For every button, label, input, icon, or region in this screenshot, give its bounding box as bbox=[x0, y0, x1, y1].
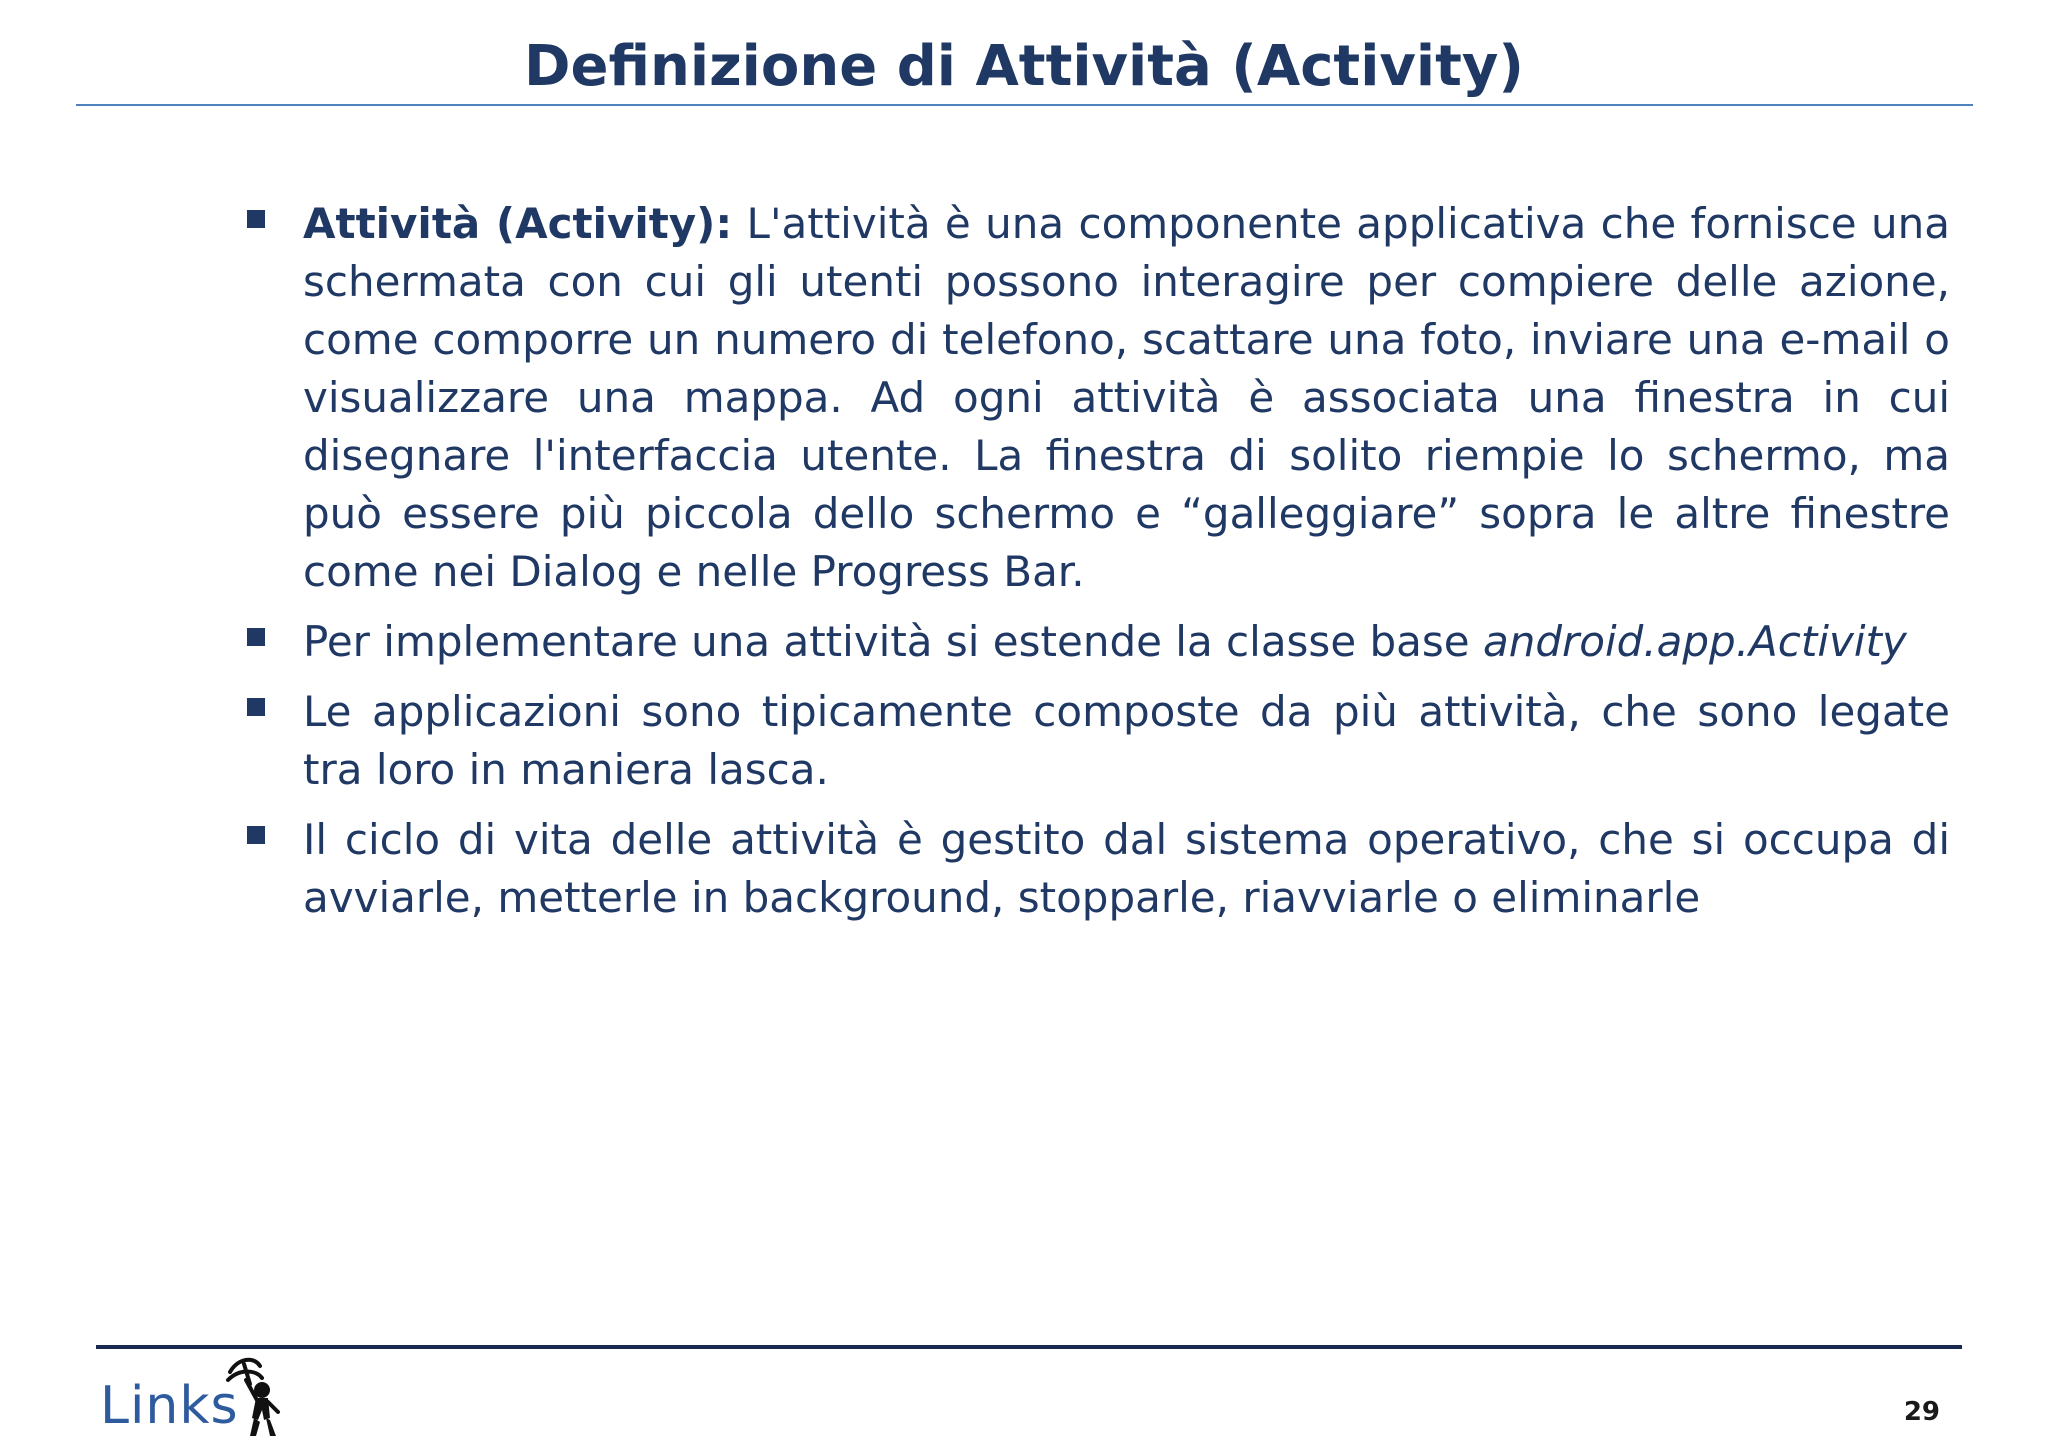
bullet-item-activity bbox=[240, 195, 1950, 601]
square-bullet-icon bbox=[247, 826, 265, 844]
term-label: Attività (Activity): bbox=[303, 199, 733, 248]
square-bullet-icon bbox=[247, 698, 265, 716]
logo-figure-icon bbox=[220, 1350, 290, 1440]
class-name: android.app.Activity bbox=[1482, 617, 1907, 666]
bullet-text: Il ciclo di vita delle attività è gestito dal sistema operativo, che si occupa di avviarle, metterle in background, stopparle, riavviarle o eliminarle bbox=[303, 815, 1950, 922]
logo-text: Links bbox=[100, 1376, 239, 1436]
bullet-item-composition bbox=[240, 683, 1950, 799]
bullet-item-implement bbox=[240, 613, 1950, 671]
page-number: 29 bbox=[1903, 1397, 1940, 1427]
bullet-list bbox=[240, 195, 1950, 939]
footer-divider bbox=[96, 1345, 1962, 1349]
links-logo bbox=[100, 1350, 300, 1440]
title-divider bbox=[76, 104, 1973, 106]
bullet-text: Le applicazioni sono tipicamente composte da più attività, che sono legate tra loro in maniera lasca. bbox=[303, 687, 1950, 794]
bullet-text: Per implementare una attività si estende la classe base bbox=[303, 617, 1483, 666]
slide-title: Definizione di Attività (Activity) bbox=[524, 34, 1524, 99]
bullet-text: L'attività è una componente applicativa che fornisce una schermata con cui gli utenti possono interagire per compiere delle azione, come comporre un numero di telefono, scattare una foto, inviare una e-mail o visualizzare una mappa. Ad ogni attività è associata una finestra in cui disegnare l'interfaccia utente. La finestra di solito riempie lo schermo, ma può essere più piccola dello schermo e “galleggiare” sopra le altre finestre come nei Dialog e nelle Progress Bar. bbox=[303, 199, 1950, 596]
square-bullet-icon bbox=[247, 628, 265, 646]
square-bullet-icon bbox=[247, 210, 265, 228]
bullet-item-lifecycle bbox=[240, 811, 1950, 927]
